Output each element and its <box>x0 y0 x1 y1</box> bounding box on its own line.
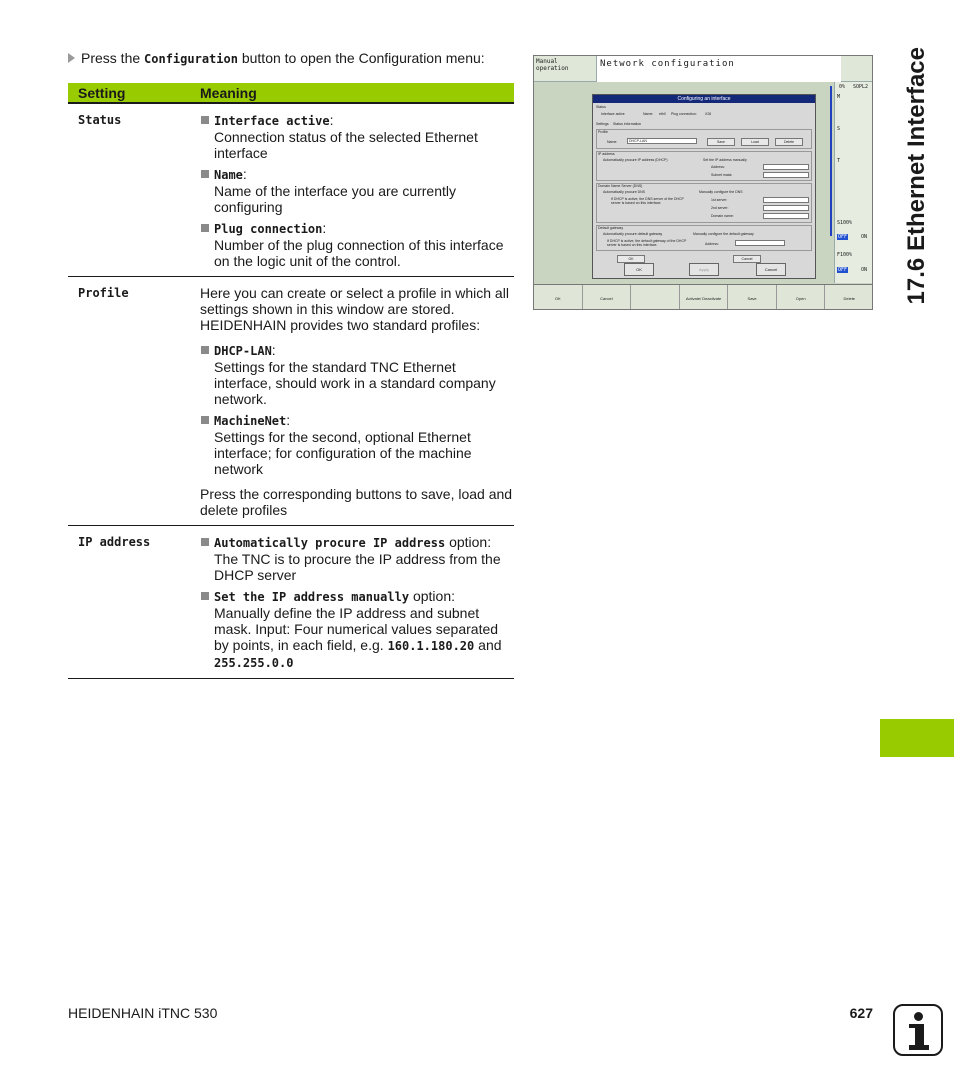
operating-mode: Manual operation <box>536 58 569 72</box>
bullet-square-icon <box>201 170 209 178</box>
table-row <box>68 104 514 277</box>
softkey-cancel[interactable]: Cancel <box>583 285 632 310</box>
table-row <box>68 526 514 679</box>
intro-instruction: Press the Configuration button to open the Configuration menu: <box>68 50 514 68</box>
setting-profile: Profile <box>78 286 129 300</box>
ip-address-input[interactable] <box>763 164 809 170</box>
softkey-open[interactable]: Open <box>777 285 826 310</box>
auto-ip-radio[interactable]: Automatically procure IP address (DHCP) <box>603 158 668 162</box>
auto-dns-radio[interactable]: Automatically procure DNS <box>603 190 646 194</box>
window-cancel-button[interactable]: Cancel <box>756 263 786 276</box>
softkey-activate[interactable]: Activate/ Deactivate <box>680 285 729 310</box>
table-row <box>68 277 514 526</box>
softkey-row <box>534 284 873 310</box>
chapter-tab <box>880 719 954 757</box>
list-item: Interface active: Connection status of the selected Ethernet interface <box>200 112 514 161</box>
manual-ip-radio[interactable]: Set the IP address manually <box>703 158 747 162</box>
bullet-arrow-icon <box>68 53 75 63</box>
list-item: Automatically procure IP address option: The TNC is to procure the IP address from the DHCP server <box>200 534 514 583</box>
footer-product: HEIDENHAIN iTNC 530 <box>68 1005 218 1021</box>
settings-table <box>68 83 514 679</box>
bullet-square-icon <box>201 116 209 124</box>
softkey-ok[interactable]: OK <box>534 285 583 310</box>
domain-name-input[interactable] <box>763 213 809 219</box>
subnet-mask-input[interactable] <box>763 172 809 178</box>
bullet-square-icon <box>201 592 209 600</box>
dialog-cancel-button[interactable]: Cancel <box>733 255 761 263</box>
list-item: DHCP-LAN: Settings for the standard TNC Ethernet interface, should work in a standard company network. <box>200 342 514 407</box>
scroll-indicator <box>830 86 832 236</box>
profile-intro: Here you can create or select a profile in which all settings shown in this window are stored. HEIDENHAIN provides two standard profiles: <box>200 285 509 333</box>
auto-gateway-radio[interactable]: Automatically procure default gateway <box>603 232 663 236</box>
header-setting: Setting <box>78 84 126 101</box>
screen-header <box>534 56 873 82</box>
list-item: Name: Name of the interface you are currently configuring <box>200 166 514 215</box>
section-title-vertical: 17.6 Ethernet Interface <box>903 47 930 305</box>
manual-dns-radio[interactable]: Manually configure the DNS <box>699 190 743 194</box>
tab-settings[interactable]: Settings <box>596 122 609 126</box>
network-config-screenshot <box>533 55 873 310</box>
list-item: Set the IP address manually option: Manually define the IP address and subnet mask. Input: Four numerical values separated by points, in each field, e.g. 160.1.180.20 and 255.255.0.0 <box>200 588 514 671</box>
setting-ip-address: IP address <box>78 535 151 549</box>
bullet-square-icon <box>201 416 209 424</box>
dns-server1-input[interactable] <box>763 197 809 203</box>
page-number: 627 <box>849 1005 873 1021</box>
softkey-delete[interactable]: Delete <box>825 285 873 310</box>
interface-active-checkbox[interactable]: Interface active <box>601 112 625 116</box>
status-sidebar: 0% SOPL2 M S T S100% OFF ON F100% OFF ON <box>834 82 873 283</box>
bullet-square-icon <box>201 224 209 232</box>
table-header <box>68 83 514 104</box>
window-apply-button[interactable]: Apply <box>689 263 719 276</box>
dialog-title: Configuring an interface <box>593 95 815 103</box>
header-meaning: Meaning <box>200 84 257 101</box>
list-item: MachineNet: Settings for the second, optional Ethernet interface; for configuration of the machine network <box>200 412 514 477</box>
load-profile-button[interactable]: Load <box>741 138 769 146</box>
configure-interface-dialog: Configuring an interface Status Interface active Name: eth0 Plug connection: X26 Settings Status information Profile Name: DHCP-LAN Save Load Delete IP address Automatically procure IP address (DHCP) Set the IP address manually Address: Subnet mask: Domain Name Server (DNS) Automatically procure DNS Manually configure the DNS If DHCP is active, the DNS server of the DHCP server is based on this interface. 1st server: 2nd server: Domain name: Default gateway Automatically procure default gateway Manually configure the default gateway If DHCP is active, the default gateway of the DHCP server is based on this interface. Address: OK Cancel <box>592 94 816 279</box>
gateway-address-input[interactable] <box>735 240 785 246</box>
bullet-square-icon <box>201 538 209 546</box>
delete-profile-button[interactable]: Delete <box>775 138 803 146</box>
manual-gateway-radio[interactable]: Manually configure the default gateway <box>693 232 754 236</box>
bullet-square-icon <box>201 346 209 354</box>
save-profile-button[interactable]: Save <box>707 138 735 146</box>
dns-server2-input[interactable] <box>763 205 809 211</box>
screen-title: Network configuration <box>596 56 841 82</box>
info-icon <box>893 1004 943 1056</box>
dialog-ok-button[interactable]: OK <box>617 255 645 263</box>
configuration-key: Configuration <box>144 52 238 66</box>
list-item: Plug connection: Number of the plug connection of this interface on the logic unit of the control. <box>200 220 514 269</box>
setting-status: Status <box>78 113 122 127</box>
softkey-empty[interactable] <box>631 285 680 310</box>
tab-status-information[interactable]: Status information <box>613 122 642 126</box>
profile-outro: Press the corresponding buttons to save, load and delete profiles <box>200 486 513 518</box>
softkey-save[interactable]: Save <box>728 285 777 310</box>
window-ok-button[interactable]: OK <box>624 263 654 276</box>
